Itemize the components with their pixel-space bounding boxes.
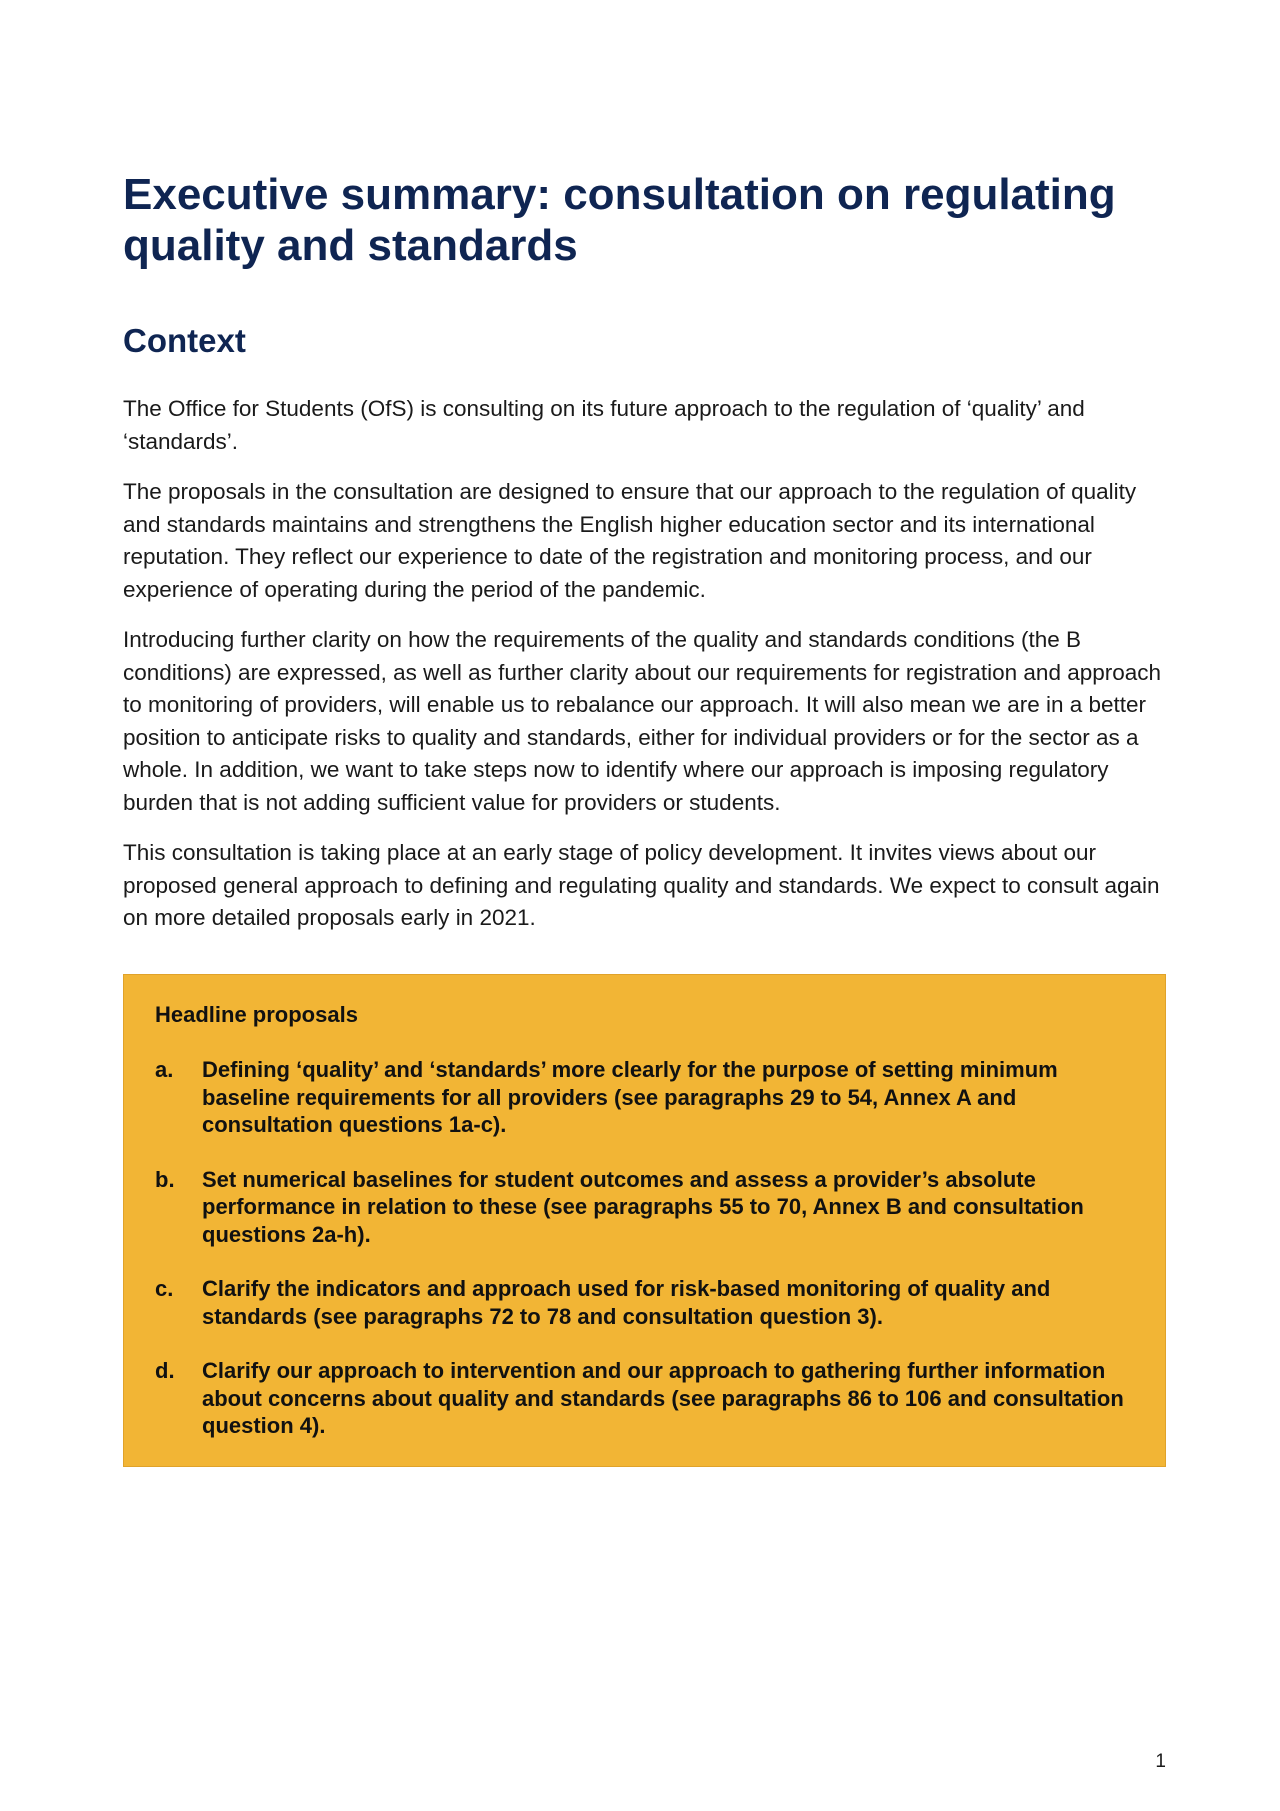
paragraph: Introducing further clarity on how the requirements of the quality and standards conditions (the B conditions) are expressed, as well as further clarity about our requirements for registration and approach to monitoring of providers, will enable us to rebalance our approach. It will also mean we are in a better position to anticipate risks to quality and standards, either for individual providers or for the sector as a whole. In addition, we want to take steps now to identify where our approach is imposing regulatory burden that is not adding sufficient value for providers or students. (123, 627, 1162, 815)
paragraph: The proposals in the consultation are designed to ensure that our approach to the regulation of quality and standards maintains and strengthens the English higher education sector and its international reputation. They reflect our experience to date of the registration and monitoring process, and our experience of operating during the period of the pandemic. (123, 479, 1137, 602)
proposal-text: Clarify the indicators and approach used for risk-based monitoring of quality and standards (see paragraphs 72 to 78 and consultation question 3). (202, 1276, 1051, 1329)
proposal-item-d (155, 1357, 1133, 1440)
proposal-item-c (155, 1275, 1133, 1330)
proposal-letter: d. (155, 1358, 175, 1383)
context-body (123, 393, 1166, 953)
paragraph: This consultation is taking place at an early stage of policy development. It invites views about our proposed general approach to defining and regulating quality and standards. We expect to consult again on more detailed proposals early in 2021. (123, 840, 1160, 930)
proposal-letter: c. (155, 1276, 174, 1301)
proposal-item-b (155, 1166, 1133, 1249)
section-heading-context: Context (123, 322, 246, 359)
headline-proposals-box (123, 974, 1166, 1467)
callout-title: Headline proposals (155, 1002, 358, 1027)
paragraph: The Office for Students (OfS) is consulting on its future approach to the regulation of ‘quality’ and ‘standards’. (123, 396, 1085, 454)
page-number: 1 (1155, 1751, 1166, 1772)
proposal-item-a (155, 1056, 1133, 1139)
proposal-text: Clarify our approach to intervention and our approach to gathering further information about concerns about quality and standards (see paragraphs 86 to 106 and consultation question 4). (202, 1358, 1124, 1438)
proposal-text: Set numerical baselines for student outcomes and assess a provider’s absolute performance in relation to these (see paragraphs 55 to 70, Annex B and consultation questions 2a-h). (202, 1166, 1084, 1247)
page-title: Executive summary: consultation on regulating quality and standards (123, 170, 1116, 270)
proposal-letter: b. (155, 1166, 175, 1192)
proposal-text: Defining ‘quality’ and ‘standards’ more clearly for the purpose of setting minimum baseline requirements for all providers (see paragraphs 29 to 54, Annex A and consultation questions 1a-c). (202, 1057, 1058, 1137)
proposal-letter: a. (155, 1057, 174, 1082)
